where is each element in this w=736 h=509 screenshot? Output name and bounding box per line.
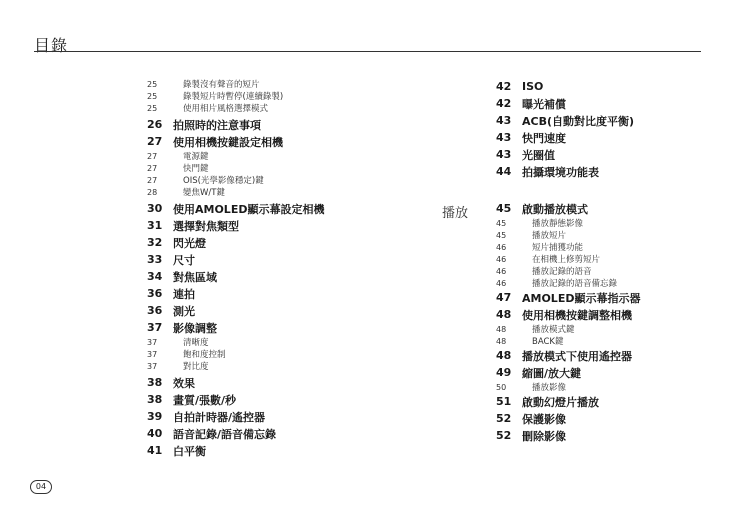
toc-page-number: 42 — [496, 80, 512, 93]
toc-entry-label: 在相機上修剪短片 — [532, 255, 601, 265]
toc-entry-label: 播放模式鍵 — [532, 325, 575, 335]
toc-subentry[interactable] — [496, 217, 701, 229]
toc-entry[interactable] — [147, 234, 402, 251]
toc-page-number: 27 — [147, 135, 163, 148]
toc-subentry[interactable] — [147, 150, 402, 162]
toc-entry-label: ACB(自動對比度平衡) — [522, 114, 635, 128]
toc-entry-label: OIS(光學影像穩定)鍵 — [183, 176, 264, 186]
toc-page-number: 25 — [147, 79, 158, 89]
toc-page-number: 25 — [147, 103, 158, 113]
toc-page-number: 38 — [147, 376, 163, 389]
toc-page-number: 37 — [147, 349, 158, 359]
toc-entry[interactable] — [496, 410, 701, 427]
toc-entry-label: 播放模式下使用遙控器 — [522, 349, 632, 363]
toc-page-number: 36 — [147, 304, 163, 317]
toc-entry-label: 畫質/張數/秒 — [173, 393, 237, 407]
toc-entry-label: 效果 — [173, 376, 195, 390]
toc-entry-label: 電源鍵 — [183, 152, 209, 162]
toc-page-number: 28 — [147, 187, 158, 197]
toc-entry-label: 播放影像 — [532, 383, 567, 393]
toc-subentry[interactable] — [147, 348, 402, 360]
toc-subentry[interactable] — [147, 336, 402, 348]
toc-page-number: 43 — [496, 114, 512, 127]
toc-page-number: 49 — [496, 366, 512, 379]
toc-entry-label: 刪除影像 — [522, 429, 566, 443]
toc-entry[interactable] — [496, 427, 701, 444]
toc-entry-label: 對比度 — [183, 362, 209, 372]
toc-subentry[interactable] — [496, 253, 701, 265]
toc-entry-label: 保護影像 — [522, 412, 566, 426]
toc-page-number: 47 — [496, 291, 512, 304]
toc-entry-label: 錄製短片時暫停(連續錄製) — [183, 92, 284, 102]
toc-page-number: 45 — [496, 218, 507, 228]
toc-page-number: 48 — [496, 308, 512, 321]
page-number-badge: 04 — [30, 480, 52, 494]
toc-entry[interactable] — [496, 112, 701, 129]
toc-entry[interactable] — [147, 268, 402, 285]
toc-page-number: 37 — [147, 361, 158, 371]
toc-subentry[interactable] — [496, 381, 701, 393]
toc-page-number: 46 — [496, 266, 507, 276]
toc-page-number: 51 — [496, 395, 512, 408]
toc-entry-label: 尺寸 — [173, 253, 195, 267]
toc-entry-label: 拍攝環境功能表 — [522, 165, 599, 179]
toc-entry-label: AMOLED顯示幕指示器 — [522, 291, 641, 305]
toc-entry[interactable] — [147, 391, 402, 408]
toc-entry-label: 播放靜態影像 — [532, 219, 584, 229]
toc-entry[interactable] — [496, 146, 701, 163]
toc-entry-label: 啟動播放模式 — [522, 202, 588, 216]
toc-entry-label: 對焦區域 — [173, 270, 217, 284]
toc-entry-label: 語音記錄/語音備忘錄 — [173, 427, 277, 441]
toc-page-number: 30 — [147, 202, 163, 215]
page-title: 目錄 — [34, 36, 69, 55]
toc-entry-label: 使用相機按鍵調整相機 — [522, 308, 632, 322]
title-divider — [34, 51, 701, 52]
toc-page-number: 48 — [496, 324, 507, 334]
toc-page-number: 52 — [496, 412, 512, 425]
toc-entry[interactable] — [496, 129, 701, 146]
toc-page-number: 46 — [496, 242, 507, 252]
toc-entry[interactable] — [147, 251, 402, 268]
toc-page-number: 42 — [496, 97, 512, 110]
toc-entry-label: 光圈值 — [522, 148, 555, 162]
toc-page-number: 26 — [147, 118, 163, 131]
toc-page-number: 37 — [147, 321, 163, 334]
toc-entry-label: 錄製沒有聲音的短片 — [183, 80, 260, 90]
toc-entry-label: 播放記錄的語音備忘錄 — [532, 279, 618, 289]
toc-entry[interactable] — [147, 116, 402, 133]
toc-left-column — [147, 78, 402, 459]
toc-entry[interactable] — [147, 200, 402, 217]
toc-subentry[interactable] — [147, 78, 402, 90]
toc-entry-label: 清晰度 — [183, 338, 209, 348]
toc-page-number: 38 — [147, 393, 163, 406]
toc-page-number: 25 — [147, 91, 158, 101]
toc-entry-label: 白平衡 — [173, 444, 206, 458]
toc-subentry[interactable] — [496, 229, 701, 241]
toc-subentry[interactable] — [496, 323, 701, 335]
toc-entry-label: 播放記錄的語音 — [532, 267, 592, 277]
toc-page-number: 32 — [147, 236, 163, 249]
toc-entry-label: 播放短片 — [532, 231, 567, 241]
toc-entry[interactable] — [147, 374, 402, 391]
section-label: 播放 — [442, 206, 469, 221]
toc-entry[interactable] — [147, 408, 402, 425]
toc-entry-label: BACK鍵 — [532, 337, 564, 347]
toc-entry-label: 短片捕獲功能 — [532, 243, 584, 253]
toc-entry[interactable] — [496, 95, 701, 112]
toc-entry-label: 自拍計時器/遙控器 — [173, 410, 266, 424]
toc-entry-label: 拍照時的注意事項 — [173, 118, 261, 132]
toc-page-number: 44 — [496, 165, 512, 178]
toc-subentry[interactable] — [147, 360, 402, 372]
toc-entry[interactable] — [496, 78, 701, 95]
toc-page-number: 27 — [147, 175, 158, 185]
toc-subentry[interactable] — [496, 335, 701, 347]
toc-subentry[interactable] — [147, 90, 402, 102]
toc-entry-label: 啟動幻燈片播放 — [522, 395, 599, 409]
toc-entry-label: 快門鍵 — [183, 164, 209, 174]
toc-subentry[interactable] — [147, 186, 402, 198]
toc-entry[interactable] — [147, 285, 402, 302]
toc-entry[interactable] — [147, 133, 402, 150]
toc-entry[interactable] — [147, 319, 402, 336]
toc-page-number: 40 — [147, 427, 163, 440]
toc-page-number: 27 — [147, 163, 158, 173]
toc-entry-label: 連拍 — [173, 287, 195, 301]
toc-entry-label: 影像調整 — [173, 321, 217, 335]
toc-entry[interactable] — [496, 393, 701, 410]
toc-page-number: 27 — [147, 151, 158, 161]
toc-page-number: 41 — [147, 444, 163, 457]
toc-entry[interactable] — [496, 364, 701, 381]
toc-entry[interactable] — [147, 442, 402, 459]
toc-entry-label: ISO — [522, 80, 544, 93]
toc-entry-label: 飽和度控制 — [183, 350, 226, 360]
toc-page-number: 48 — [496, 336, 507, 346]
toc-page-number: 45 — [496, 230, 507, 240]
toc-page-number: 43 — [496, 131, 512, 144]
toc-page-number: 36 — [147, 287, 163, 300]
toc-entry[interactable] — [147, 302, 402, 319]
toc-page-number: 33 — [147, 253, 163, 266]
toc-entry[interactable] — [496, 200, 701, 217]
toc-page-number: 48 — [496, 349, 512, 362]
toc-entry[interactable] — [496, 347, 701, 364]
toc-page-number: 45 — [496, 202, 512, 215]
toc-page-number: 43 — [496, 148, 512, 161]
toc-right-column — [496, 78, 701, 444]
toc-entry-label: 閃光燈 — [173, 236, 206, 250]
toc-entry[interactable] — [496, 163, 701, 180]
toc-page-number: 34 — [147, 270, 163, 283]
toc-subentry[interactable] — [147, 174, 402, 186]
toc-entry[interactable] — [147, 425, 402, 442]
toc-entry-label: 變焦W/T鍵 — [183, 188, 225, 198]
toc-entry-label: 測光 — [173, 304, 195, 318]
toc-entry-label: 縮圖/放大鍵 — [522, 366, 582, 380]
toc-page-number: 37 — [147, 337, 158, 347]
toc-subentry[interactable] — [147, 102, 402, 114]
toc-entry-label: 選擇對焦類型 — [173, 219, 239, 233]
toc-entry-label: 使用相機按鍵設定相機 — [173, 135, 283, 149]
toc-entry-label: 使用相片風格選擇模式 — [183, 104, 269, 114]
toc-page-number: 31 — [147, 219, 163, 232]
toc-page-number: 46 — [496, 254, 507, 264]
toc-subentry[interactable] — [496, 241, 701, 253]
toc-page-number: 39 — [147, 410, 163, 423]
toc-entry-label: 快門速度 — [522, 131, 566, 145]
toc-page-number: 46 — [496, 278, 507, 288]
toc-entry[interactable] — [147, 217, 402, 234]
toc-subentry[interactable] — [496, 265, 701, 277]
toc-entry-label: 使用AMOLED顯示幕設定相機 — [173, 202, 325, 216]
toc-page-number: 52 — [496, 429, 512, 442]
toc-entry[interactable] — [496, 306, 701, 323]
toc-page-number: 50 — [496, 382, 507, 392]
toc-entry-label: 曝光補償 — [522, 97, 566, 111]
toc-subentry[interactable] — [496, 277, 701, 289]
toc-subentry[interactable] — [147, 162, 402, 174]
toc-entry[interactable] — [496, 289, 701, 306]
